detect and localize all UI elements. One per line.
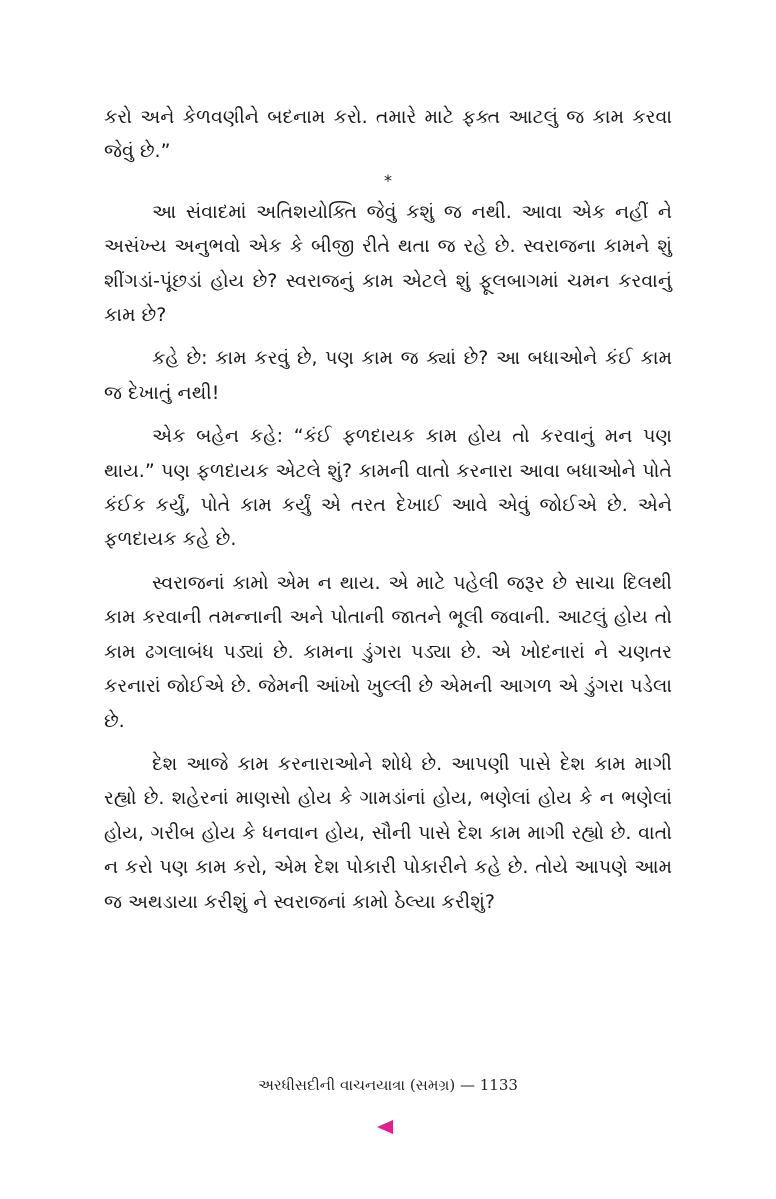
section-separator: * [384,170,392,190]
page-footer: અરધીસદીની વાચનયાત્રા (સમગ્ર) — 1133 [258,1076,518,1094]
paragraph-4: એક બહેન કહે: “કંઈ ફળદાયક કામ હોય તો કરવાનું મન પણ થાય.” પણ ફળદાયક એટલે શું? કામની વાતો કરનારા આવા બધાઓને પોતે કંઈક કર્યું, પોતે કામ કર્યું એ તરત દેખાઈ આવે એવું જોઈએ છે. એને ફળદાયક કહે છે. [104,425,672,551]
paragraph-2: આ સંવાદમાં અતિશયોક્તિ જેવું કશું જ નથી. આવા એક નહીં ને અસંખ્ય અનુભવો એક કે બીજી રીતે થતા જ રહે છે. સ્વરાજના કામને શું શીંગડાં-પૂંછડાં હોય છે? સ્વરાજનું કામ એટલે શું ફૂલબાગમાં ચમન કરવાનું કામ છે? [104,200,672,327]
paragraph-continuation: કરો અને કેળવણીને બદનામ કરો. તમારે માટે ફક્ત આટલું જ કામ કરવા જેવું છે.” [104,106,672,163]
document-body [104,100,672,919]
paragraph-6: દેશ આજે કામ કરનારાઓને શોધે છે. આપણી પાસે દેશ કામ માગી રહ્યો છે. શહેરનાં માણસો હોય કે ગામડાંનાં હોય, ભણેલાં હોય કે ન ભણેલાં હોય, ગરીબ હોય કે ધનવાન હોય, સૌની પાસે દેશ કામ માગી રહ્યો છે. વાતો ન કરો પણ કામ કરો, એમ દેશ પોકારી પોકારીને કહે છે. તોયે આપણે આમ જ અથડાયા કરીશું ને સ્વરાજનાં કામો ઠેલ્યા કરીશું? [104,752,672,913]
paragraph-5: સ્વરાજનાં કામો એમ ન થાય. એ માટે પહેલી જરૂર છે સાચા દિલથી કામ કરવાની તમન્નાની અને પોતાની જાતને ભૂલી જવાની. આટલું હોય તો કામ ઢગલાબંધ પડ્યાં છે. કામના ડુંગરા પડ્યા છે. એ ખોદનારાં ને ચણતર કરનારાં જોઈએ છે. જેમની આંખો ખુલ્લી છે એમની આગળ એ ડુંગરા પડેલા છે. [104,571,672,732]
paragraph-3: કહે છે: કામ કરવું છે, પણ કામ જ ક્યાં છે? આ બધાઓને કંઈ કામ જ દેખાતું નથી! [104,347,672,404]
previous-page-arrow-icon[interactable] [377,1120,393,1134]
